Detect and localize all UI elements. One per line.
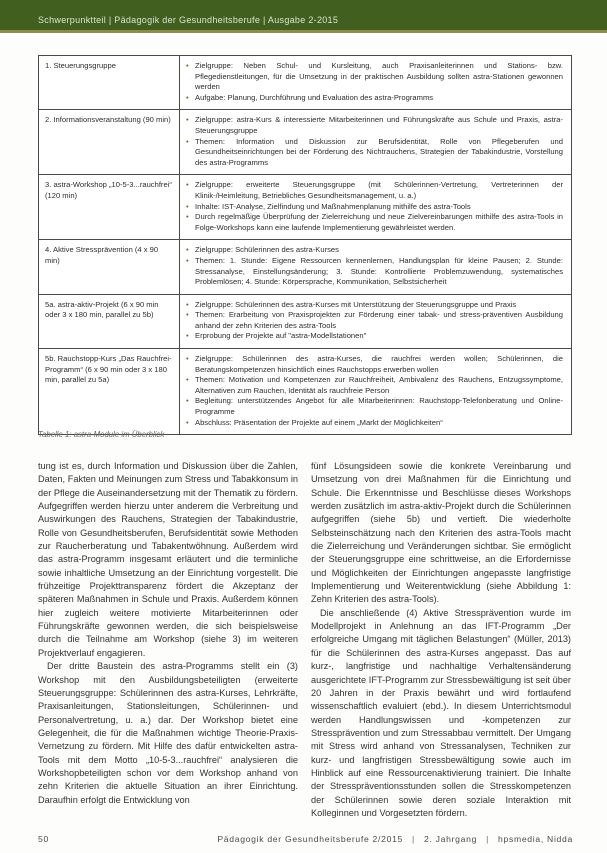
page-header-bar bbox=[0, 0, 607, 33]
page-footer bbox=[38, 834, 573, 844]
bullet-icon: • bbox=[186, 61, 189, 70]
bullet-icon: • bbox=[186, 92, 189, 102]
table-bullet bbox=[186, 93, 563, 104]
module-desc-cell bbox=[180, 56, 571, 109]
bullet-text: Zielgruppe: Schülerinnen des astra-Kurses mit Unterstützung der Steuerungsgruppe und Praxis bbox=[195, 299, 517, 309]
table-bullet bbox=[186, 331, 563, 342]
footer-separator: | bbox=[412, 834, 415, 844]
module-name-cell: 5a. astra-aktiv-Projekt (6 x 90 min oder 3 x 180 min, parallel zu 5b) bbox=[39, 295, 180, 348]
bullet-icon: • bbox=[186, 331, 189, 341]
bullet-icon: • bbox=[186, 245, 189, 255]
bullet-icon: • bbox=[186, 180, 189, 190]
bullet-text: Themen: Erarbeitung von Praxisprojekten zur Förderung einer tabak- und stress-präventiven Ausbildung anhand der zehn Kriterien des astra-Tools bbox=[195, 310, 563, 330]
bullet-text: Themen: 1. Stunde: Eigene Ressourcen kennenlernen, Handlungsplan für kleine Pausen; 2. Stunde: Stressanalyse, Einstellungsänderung; 3. Stunde: Kontrollierte Problemzuwendung, systematisches Problemlösen; 4. Stunde: Körpersprache, Kommunikation, Selbstsicherheit bbox=[195, 255, 563, 287]
body-paragraph: Die anschließende (4) Aktive Stressprävention wurde im Modellprojekt in Anlehnung an das IFT-Programm „Der erfolgreiche Umgang mit täglichen Belastungen“ (Müller, 2013) für die Schülerinnen des astra-Kurses angepasst. Das auf kurz-, langfristige und nachhaltige Verhaltensänderung ausgerichtete IFT-Programm zur Stressbewältigung ist seit über 20 Jahren in der Praxis bewährt und wird fortlaufend wissenschaftlich evaluiert (ebd.). In diesem Unterrichtsmodul werden Handlungswissen und -kompetenzen zur Stressprävention und zum Stressabbau vermittelt. Der Umgang mit Stress wird anhand von Stressanalysen, Techniken zur kurz- und langfristigen Stressbewältigung sowie auch im Hinblick auf eine Ressourcenaktivierung trainiert. Die Inhalte der Stresspräventionsstunden sollen die Stresskompetenzen der Schülerinnen sowie deren soziale Interaktion mit Kolleginnen und Vorgesetzten fördern. bbox=[311, 607, 571, 818]
body-column-right bbox=[311, 460, 571, 820]
table-row bbox=[39, 56, 571, 110]
module-desc-cell bbox=[180, 175, 571, 239]
table-bullet bbox=[186, 245, 563, 256]
table-bullet bbox=[186, 256, 563, 288]
bullet-text: Abschluss: Präsentation der Projekte auf einem „Markt der Möglichkeiten“ bbox=[195, 417, 443, 427]
bullet-text: Zielgruppe: astra-Kurs & interessierte Mitarbeiterinnen und Führungskräfte aus Schule und Praxis, astra-Steuerungsgruppe bbox=[195, 115, 563, 135]
bullet-icon: • bbox=[186, 201, 189, 211]
body-column-left bbox=[38, 460, 298, 820]
bullet-icon: • bbox=[186, 310, 189, 320]
footer-publisher: hpsmedia, Nidda bbox=[498, 834, 573, 844]
article-body bbox=[38, 460, 572, 820]
bullet-icon: • bbox=[186, 115, 189, 125]
table-row bbox=[39, 175, 571, 240]
table-bullet bbox=[186, 61, 563, 93]
bullet-text: Aufgabe: Planung, Durchführung und Evaluation des astra-Programms bbox=[195, 92, 434, 102]
body-paragraph: fünf Lösungsideen sowie die konkrete Vereinbarung und Umsetzung von drei Maßnahmen für die Einrichtung und Schule. Die Erkenntnisse und Beschlüsse dieses Workshops werden zusätzlich im astra-aktiv-Projekt durch die Schülerinnen aufgegriffen (siehe 5b) und vertieft. Die wiederholte Selbsteinschätzung nach den Kriterien des astra-Tools macht die Zielerreichung und Veränderungen sichtbar. Sie ermöglicht der Steuerungsgruppe eine schrittweise, an die Erfordernisse und Möglichkeiten der Einrichtungen angepasste langfristige Implementierung und Weiterentwicklung (siehe Abbildung 1: Zehn Kriterien des astra-Tools). bbox=[311, 461, 571, 605]
bullet-icon: • bbox=[186, 299, 189, 309]
bullet-icon: • bbox=[186, 396, 189, 406]
table-bullet bbox=[186, 310, 563, 331]
module-desc-cell bbox=[180, 349, 571, 434]
table-bullet bbox=[186, 202, 563, 213]
table-bullet bbox=[186, 137, 563, 169]
table-bullet bbox=[186, 300, 563, 311]
table-row bbox=[39, 349, 571, 434]
module-name-cell: 5b. Rauchstopp-Kurs „Das Rauchfrei-Programm“ (6 x 90 min oder 3 x 180 min, parallel zu 5a) bbox=[39, 349, 180, 434]
table-bullet bbox=[186, 212, 563, 233]
module-name-cell: 1. Steuerungsgruppe bbox=[39, 56, 180, 109]
bullet-text: Zielgruppe: Neben Schul- und Kursleitung, auch Praxisanleiterinnen und Stations- bzw. Pflegedienstleitungen, für die Umsetzung in der praktischen Ausbildung sollten astra-Stationen gewonnen werden bbox=[195, 61, 563, 92]
astra-module-table bbox=[38, 55, 572, 435]
bullet-text: Zielgruppe: Schülerinnen des astra-Kurses bbox=[195, 245, 339, 255]
bullet-text: Themen: Motivation und Kompetenzen zur Rauchfreiheit, Ambivalenz des Rauchens, Entzugssymptome, Alternativen zum Rauchen, Identität als rauchfreie Person bbox=[195, 375, 563, 395]
bullet-text: Zielgruppe: erweiterte Steuerungsgruppe (mit Schülerinnen-Vertretung, Vertreterinnen der Klinik-/Heimleitung, Betriebliches Gesundheitsmanagement, u. a.) bbox=[195, 180, 563, 200]
table-bullet bbox=[186, 396, 563, 417]
table-bullet bbox=[186, 115, 563, 136]
table-bullet bbox=[186, 418, 563, 429]
bullet-icon: • bbox=[186, 212, 189, 222]
body-paragraph: tung ist es, durch Information und Diskussion über die Zahlen, Daten, Fakten und Meinungen zum Stress und Tabakkonsum in der Pflege die Auseinandersetzung mit der Thematik zu fördern. Aufgegriffen werden hierzu unter anderem die Verbreitung und Auswirkungen des Rauchens, Strategien der Tabakindustrie, Rolle von Gesundheitsberufen, Berufsidentität sowie Methoden zur Raucherberatung und Tabakentwöhnung. Außerdem wird das astra-Programm insgesamt erläutert und die terminliche sowie inhaltliche Umsetzung an der Einrichtung vorgestellt. Die frühzeitige Projekttransparenz fördert die Akzeptanz der späteren Maßnahmen in Schule und Praxis. Außerdem können hier zugleich weitere motivierte Mitarbeiterinnen oder Führungskräfte gewonnen werden, die sich beispielsweise durch die Teilnahme am Workshop (siehe 3) im weiteren Projektverlauf engagieren. bbox=[38, 461, 298, 658]
module-name-cell: 3. astra-Workshop „10-5-3...rauchfrei“ (120 min) bbox=[39, 175, 180, 239]
module-name-cell: 2. Informationsveranstaltung (90 min) bbox=[39, 110, 180, 174]
module-desc-cell bbox=[180, 240, 571, 293]
bullet-text: Themen: Information und Diskussion zur Berufsidentität, Rolle von Pflegeberufen und Gesundheitseinrichtungen bei der Förderung des Nichtrauchens, Strategien der Tabakindustrie, Vorstellung des astra-Programms bbox=[195, 136, 563, 167]
bullet-icon: • bbox=[186, 255, 189, 265]
footer-journal-line bbox=[217, 834, 573, 844]
footer-journal-title: Pädagogik der Gesundheitsberufe 2/2015 bbox=[217, 834, 404, 844]
bullet-text: Erprobung der Projekte auf "astra-Modellstationen" bbox=[195, 331, 367, 341]
bullet-icon: • bbox=[186, 354, 189, 364]
bullet-icon: • bbox=[186, 136, 189, 146]
table-row bbox=[39, 295, 571, 349]
bullet-text: Begleitung: unterstützendes Angebot für alle Mitarbeiterinnen: Rauchstopp-Telefonberatung und Online-Programme bbox=[195, 396, 563, 417]
running-head: Schwerpunktteil | Pädagogik der Gesundheitsberufe | Ausgabe 2-2015 bbox=[38, 15, 339, 25]
table-row bbox=[39, 110, 571, 175]
body-paragraph: Der dritte Baustein des astra-Programms stellt ein (3) Workshop mit den Ausbildungsbeteiligten (erweiterte Steuerungsgruppe: Schülerinnen des astra-Kurses, Lehrkräfte, Praxisanleitungen, Stationsleitungen, Schülerinnen- und Personalvertretung, u. a.) dar. Der Workshop bietet eine Gelegenheit, die für die Maßnahmen wichtige Theorie-Praxis-Vernetzung zu fördern. Mit Hilfe des dafür entwickelten astra-Tools mit dem Motto „10-5-3...rauchfrei“ analysieren die Workshopbeteiligten schon vor dem Workshop anhand von zehn Kriterien die aktuelle Situation an ihrer Einrichtung. Daraufhin erfolgt die Entwicklung von bbox=[38, 661, 298, 805]
table-bullet bbox=[186, 180, 563, 201]
table-bullet bbox=[186, 375, 563, 396]
table-bullet bbox=[186, 354, 563, 375]
table-row bbox=[39, 240, 571, 294]
bullet-text: Zielgruppe: Schülerinnen des astra-Kurses, die rauchfrei werden wollen; Schülerinnen, die Beratungskompetenzen hinsichtlich eines Rauchstopps erwerben wollen bbox=[195, 354, 563, 374]
page-number: 50 bbox=[38, 834, 49, 844]
module-desc-cell bbox=[180, 110, 571, 174]
footer-separator: | bbox=[486, 834, 489, 844]
module-name-cell: 4. Aktive Stressprävention (4 x 90 min) bbox=[39, 240, 180, 293]
bullet-text: Durch regelmäßige Überprüfung der Zielerreichung und neue Zielvereinbarungen mithilfe des astra-Tools in Folge-Workshops kann eine laufende Implementierung gewährleistet werden. bbox=[195, 212, 563, 232]
bullet-text: Inhalte: IST-Analyse, Zielfindung und Maßnahmenplanung mithilfe des astra-Tools bbox=[195, 201, 471, 211]
module-desc-cell bbox=[180, 295, 571, 348]
bullet-icon: • bbox=[186, 417, 189, 427]
footer-volume: 2. Jahrgang bbox=[423, 834, 478, 844]
table-caption: Tabelle 1: astra-Module im Überblick bbox=[38, 430, 165, 439]
bullet-icon: • bbox=[186, 375, 189, 385]
